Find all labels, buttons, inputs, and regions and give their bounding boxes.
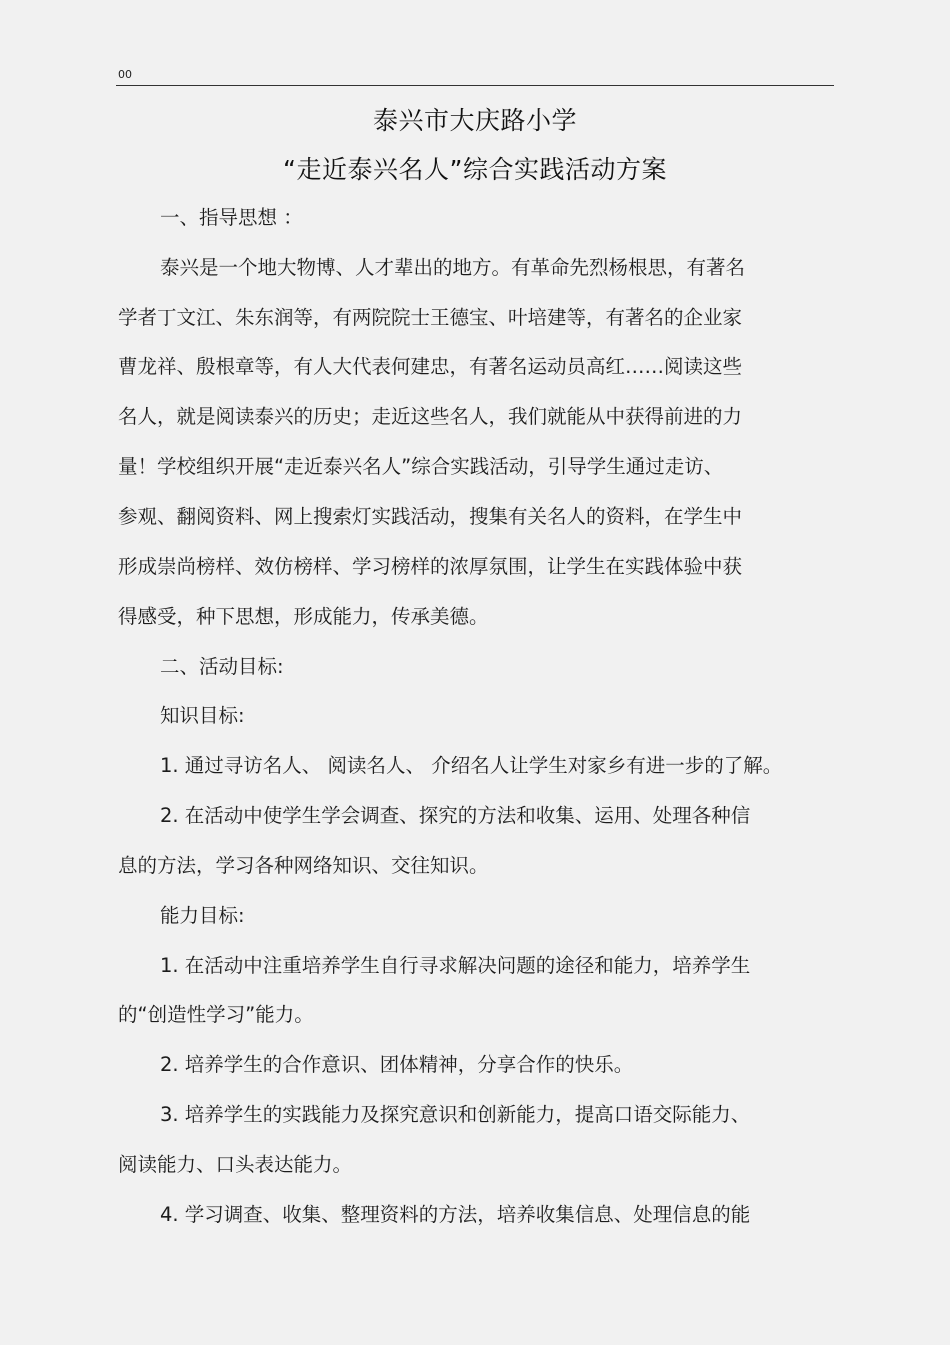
header-rule: [116, 85, 834, 86]
list-item: 4. 学习调查、收集、整理资料的方法，培养收集信息、处理信息的能: [160, 1203, 751, 1226]
paragraph-line: 得感受，种下思想，形成能力，传承美德。: [118, 605, 489, 628]
subheading-ability-goals: 能力目标:: [160, 904, 245, 927]
document-title: “走近泰兴名人”综合实践活动方案: [283, 155, 667, 184]
paragraph-line: 参观、翻阅资料、网上搜索灯实践活动，搜集有关名人的资料，在学生中: [118, 505, 743, 528]
paragraph-line: 曹龙祥、殷根章等，有人大代表何建忠，有著名运动员高红……阅读这些: [118, 355, 743, 378]
section-heading-goals: 二、活动目标:: [160, 655, 284, 678]
school-title: 泰兴市大庆路小学: [372, 106, 577, 135]
list-item: 1. 在活动中注重培养学生自行寻求解决问题的途径和能力，培养学生: [160, 954, 751, 977]
list-item: 2. 在活动中使学生学会调查、探究的方法和收集、运用、处理各种信: [160, 804, 751, 827]
paragraph-line: 息的方法，学习各种网络知识、交往知识。: [118, 854, 489, 877]
subheading-knowledge-goals: 知识目标:: [160, 704, 245, 727]
paragraph-line: 形成崇尚榜样、效仿榜样、学习榜样的浓厚氛围，让学生在实践体验中获: [118, 555, 743, 578]
paragraph-line: 学者丁文江、朱东润等，有两院院士王德宝、叶培建等，有著名的企业家: [118, 306, 743, 329]
list-item: 1. 通过寻访名人、 阅读名人、 介绍名人让学生对家乡有进一步的了解。: [160, 754, 783, 777]
list-item: 3. 培养学生的实践能力及探究意识和创新能力，提高口语交际能力、: [160, 1103, 751, 1126]
paragraph-line: 的“创造性学习”能力。: [118, 1003, 314, 1026]
section-heading-guiding-thought: 一、指导思想 ：: [160, 206, 303, 229]
paragraph-line: 阅读能力、口头表达能力。: [118, 1153, 353, 1176]
paragraph-line: 名人，就是阅读泰兴的历史；走近这些名人，我们就能从中获得前进的力: [118, 405, 743, 428]
paragraph-line: 泰兴是一个地大物博、人才辈出的地方。有革命先烈杨根思，有著名: [160, 256, 746, 279]
list-item: 2. 培养学生的合作意识、团体精神，分享合作的快乐。: [160, 1053, 634, 1076]
paragraph-line: 量！学校组织开展“走近泰兴名人”综合实践活动，引导学生通过走访、: [118, 455, 724, 478]
header-mark: 00: [118, 68, 132, 81]
